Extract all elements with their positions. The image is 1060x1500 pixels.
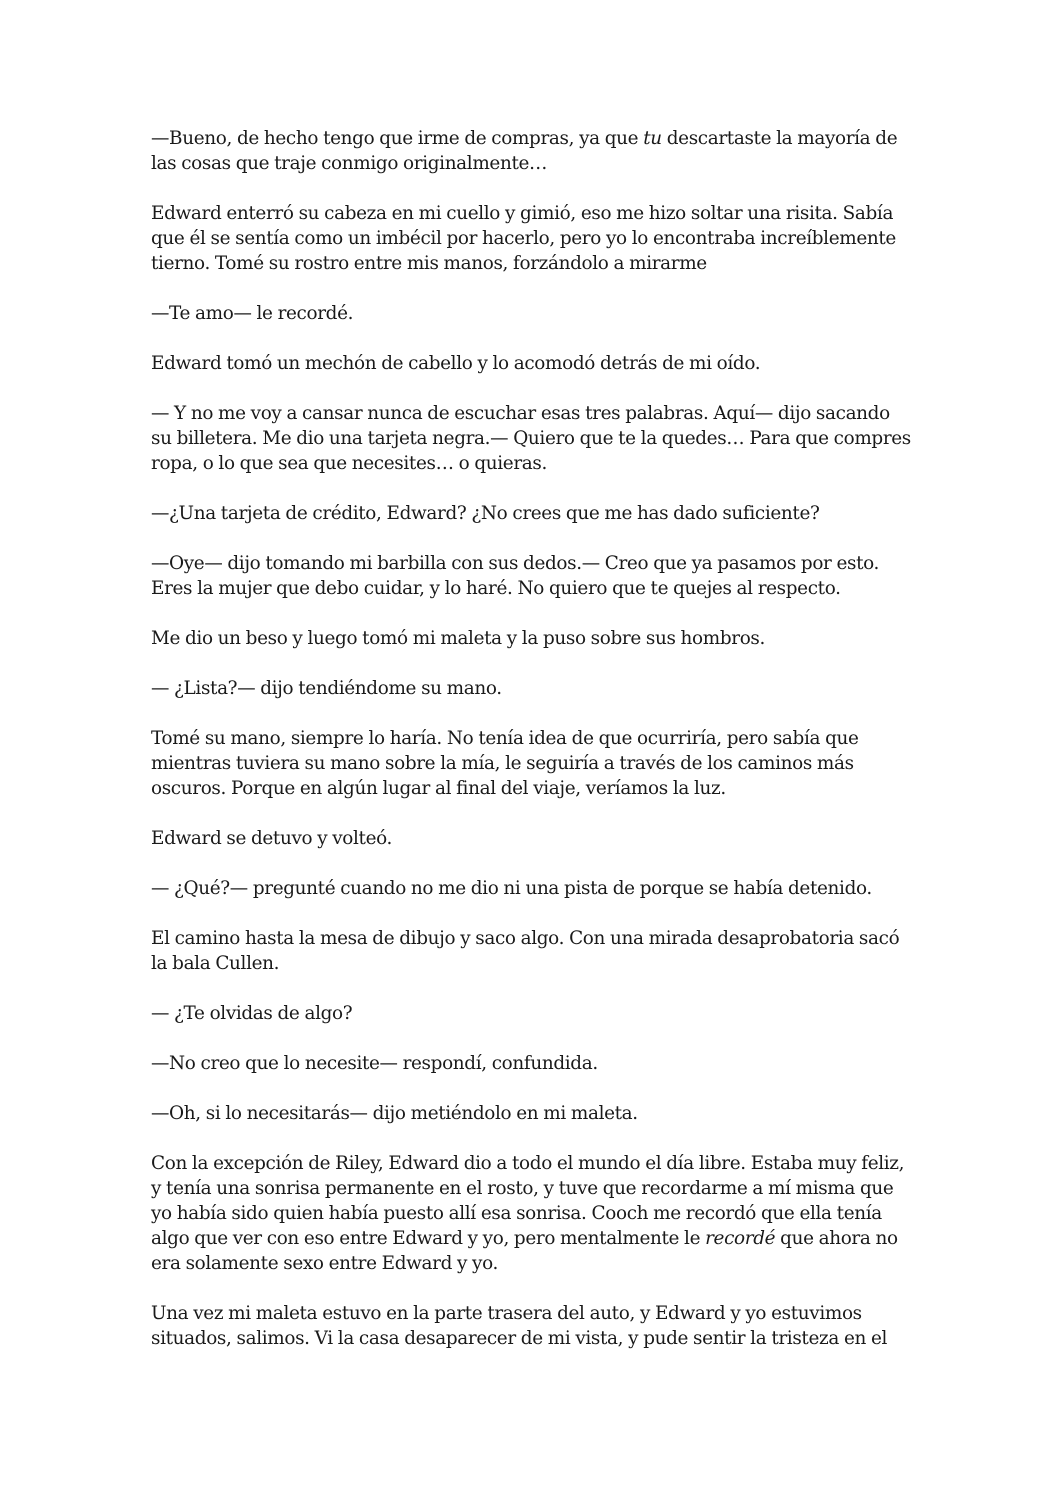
- text-run: Tomé su mano, siempre lo haría. No tenía idea de que ocurriría, pero sabía que mientras tuviera su mano sobre la mía, le seguiría a través de los caminos más oscuros. Porque en algún lugar al final del viaje, veríamos la luz.: [151, 728, 859, 799]
- paragraph: [151, 876, 911, 901]
- text-run: —No creo que lo necesite— respondí, confundida.: [151, 1053, 598, 1074]
- paragraph: [151, 201, 911, 276]
- text-run: Con la excepción de Riley, Edward dio a todo el mundo el día libre. Estaba muy feliz, y tenía una sonrisa permanente en el rosto, y tuve que recordarme a mí misma que yo había sido quien había puesto allí esa sonrisa. Cooch me recordó que ella tenía algo que ver con eso entre Edward y yo, pero mentalmente le: [151, 1153, 905, 1249]
- paragraph: [151, 1151, 911, 1276]
- paragraph: [151, 1051, 911, 1076]
- text-run: que ahora no era solamente sexo entre Edward y yo.: [151, 1228, 898, 1274]
- paragraph: [151, 401, 911, 476]
- text-run: —Te amo— le recordé.: [151, 303, 354, 324]
- italic-text: tu: [643, 128, 662, 149]
- paragraph: [151, 126, 911, 176]
- paragraph: [151, 501, 911, 526]
- text-run: —Oh, si lo necesitarás— dijo metiéndolo en mi maleta.: [151, 1103, 638, 1124]
- italic-text: recordé: [705, 1228, 776, 1249]
- text-run: Edward enterró su cabeza en mi cuello y gimió, eso me hizo soltar una risita. Sabía que él se sentía como un imbécil por hacerlo, pero yo lo encontraba increíblemente tierno. Tomé su rostro entre mis manos, forzándolo a mirarme: [151, 203, 896, 274]
- text-run: —Bueno, de hecho tengo que irme de compras, ya que: [151, 128, 644, 149]
- body-text: [151, 126, 911, 1351]
- text-run: —¿Una tarjeta de crédito, Edward? ¿No crees que me has dado suficiente?: [151, 503, 820, 524]
- paragraph: [151, 351, 911, 376]
- text-run: Me dio un beso y luego tomó mi maleta y la puso sobre sus hombros.: [151, 628, 766, 649]
- paragraph: [151, 676, 911, 701]
- text-run: Una vez mi maleta estuvo en la parte trasera del auto, y Edward y yo estuvimos situados, salimos. Vi la casa desaparecer de mi vista, y pude sentir la tristeza en el: [151, 1303, 888, 1349]
- paragraph: [151, 726, 911, 801]
- text-run: Edward se detuvo y volteó.: [151, 828, 393, 849]
- paragraph: [151, 826, 911, 851]
- text-run: — ¿Qué?— pregunté cuando no me dio ni una pista de porque se había detenido.: [151, 878, 872, 899]
- text-run: — Y no me voy a cansar nunca de escuchar esas tres palabras. Aquí— dijo sacando su billetera. Me dio una tarjeta negra.— Quiero que te la quedes… Para que compres ropa, o lo que sea que necesites… o quieras.: [151, 403, 911, 474]
- paragraph: [151, 301, 911, 326]
- text-run: Edward tomó un mechón de cabello y lo acomodó detrás de mi oído.: [151, 353, 761, 374]
- text-run: — ¿Te olvidas de algo?: [151, 1003, 353, 1024]
- paragraph: [151, 551, 911, 601]
- text-run: descartaste la mayoría de las cosas que traje conmigo originalmente…: [151, 128, 898, 174]
- paragraph: [151, 1001, 911, 1026]
- paragraph: [151, 1101, 911, 1126]
- paragraph: [151, 1301, 911, 1351]
- text-run: — ¿Lista?— dijo tendiéndome su mano.: [151, 678, 502, 699]
- text-run: El camino hasta la mesa de dibujo y saco algo. Con una mirada desaprobatoria sacó la bala Cullen.: [151, 928, 900, 974]
- paragraph: [151, 926, 911, 976]
- paragraph: [151, 626, 911, 651]
- text-run: —Oye— dijo tomando mi barbilla con sus dedos.— Creo que ya pasamos por esto. Eres la mujer que debo cuidar, y lo haré. No quiero que te quejes al respecto.: [151, 553, 880, 599]
